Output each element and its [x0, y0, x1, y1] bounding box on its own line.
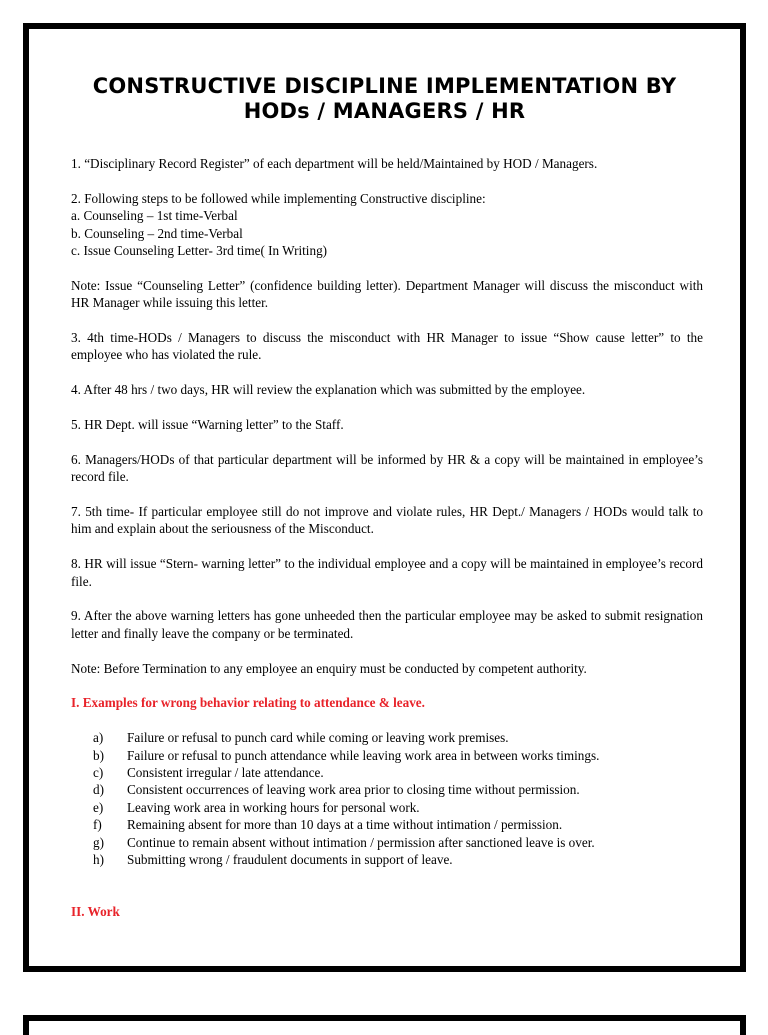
- list-item-label: g): [93, 834, 104, 850]
- title-line-1: CONSTRUCTIVE DISCIPLINE IMPLEMENTATION BY: [92, 74, 677, 98]
- list-item: [71, 729, 703, 746]
- list-item-text: Leaving work area in working hours for personal work.: [127, 799, 420, 815]
- title-line-2: HODs / MANAGERS / HR: [243, 99, 526, 123]
- list-item: [71, 764, 703, 781]
- section-heading-attendance: I. Examples for wrong behavior relating to attendance & leave.: [71, 695, 425, 711]
- step-item: a. Counseling – 1st time-Verbal: [71, 208, 238, 224]
- list-item-label: e): [93, 799, 104, 815]
- list-item-text: Continue to remain absent without intimation / permission after sanctioned leave is over.: [127, 834, 595, 850]
- paragraph-8: 8. HR will issue “Stern- warning letter” to the individual employee and a copy will be maintained in employee’s record file.: [71, 556, 703, 589]
- list-item-text: Remaining absent for more than 10 days at a time without intimation / permission.: [127, 817, 563, 833]
- list-item-label: d): [93, 782, 104, 798]
- list-item-text: Consistent occurrences of leaving work area prior to closing time without permission.: [127, 782, 580, 798]
- list-item-label: c): [93, 765, 104, 781]
- list-item-label: f): [93, 817, 102, 833]
- page-title: [29, 74, 740, 124]
- note-termination: Note: Before Termination to any employee an enquiry must be conducted by competent authority.: [71, 660, 587, 676]
- list-item: [71, 834, 703, 851]
- list-item: [71, 781, 703, 798]
- paragraph-6: 6. Managers/HODs of that particular department will be informed by HR & a copy will be maintained in employee’s record file.: [71, 451, 703, 485]
- next-page-border: [23, 1015, 746, 1035]
- document-body: [71, 155, 703, 921]
- list-item-text: Failure or refusal to punch attendance while leaving work area in between works timings.: [127, 747, 600, 763]
- list-item: [71, 799, 703, 816]
- list-item: [71, 747, 703, 764]
- list-item: [71, 816, 703, 833]
- paragraph-5: 5. HR Dept. will issue “Warning letter” to the Staff.: [71, 417, 344, 433]
- paragraph-4: 4. After 48 hrs / two days, HR will review the explanation which was submitted by the employee.: [71, 382, 586, 398]
- list-item-text: Failure or refusal to punch card while coming or leaving work premises.: [127, 730, 509, 746]
- attendance-examples-list: [71, 729, 703, 868]
- list-item: [71, 851, 703, 868]
- list-item-label: a): [93, 730, 104, 746]
- paragraph-7: 7. 5th time- If particular employee still do not improve and violate rules, HR Dept./ Managers / HODs would talk to him and explain about the seriousness of the Misconduct.: [71, 504, 703, 537]
- paragraph-1: 1. “Disciplinary Record Register” of each department will be held/Maintained by HOD / Managers.: [71, 156, 598, 171]
- list-item-label: h): [93, 852, 104, 868]
- step-item: b. Counseling – 2nd time-Verbal: [71, 225, 243, 241]
- paragraph-9: 9. After the above warning letters has gone unheeded then the particular employee may be asked to submit resignation letter and finally leave the company or be terminated.: [71, 608, 703, 641]
- list-item-text: Consistent irregular / late attendance.: [127, 765, 324, 781]
- document-page: [23, 23, 746, 972]
- paragraph-2: 2. Following steps to be followed while implementing Constructive discipline:: [71, 190, 486, 206]
- paragraph-3: 3. 4th time-HODs / Managers to discuss the misconduct with HR Manager to issue “Show cause letter” to the employee who has violated the rule.: [71, 330, 703, 363]
- list-item-label: b): [93, 747, 104, 763]
- list-item-text: Submitting wrong / fraudulent documents in support of leave.: [127, 852, 453, 868]
- note-counseling: Note: Issue “Counseling Letter” (confidence building letter). Department Manager will discuss the misconduct with HR Manager while issuing this letter.: [71, 277, 703, 311]
- section-heading-work: II. Work: [71, 904, 120, 920]
- step-item: c. Issue Counseling Letter- 3rd time( In Writing): [71, 243, 328, 259]
